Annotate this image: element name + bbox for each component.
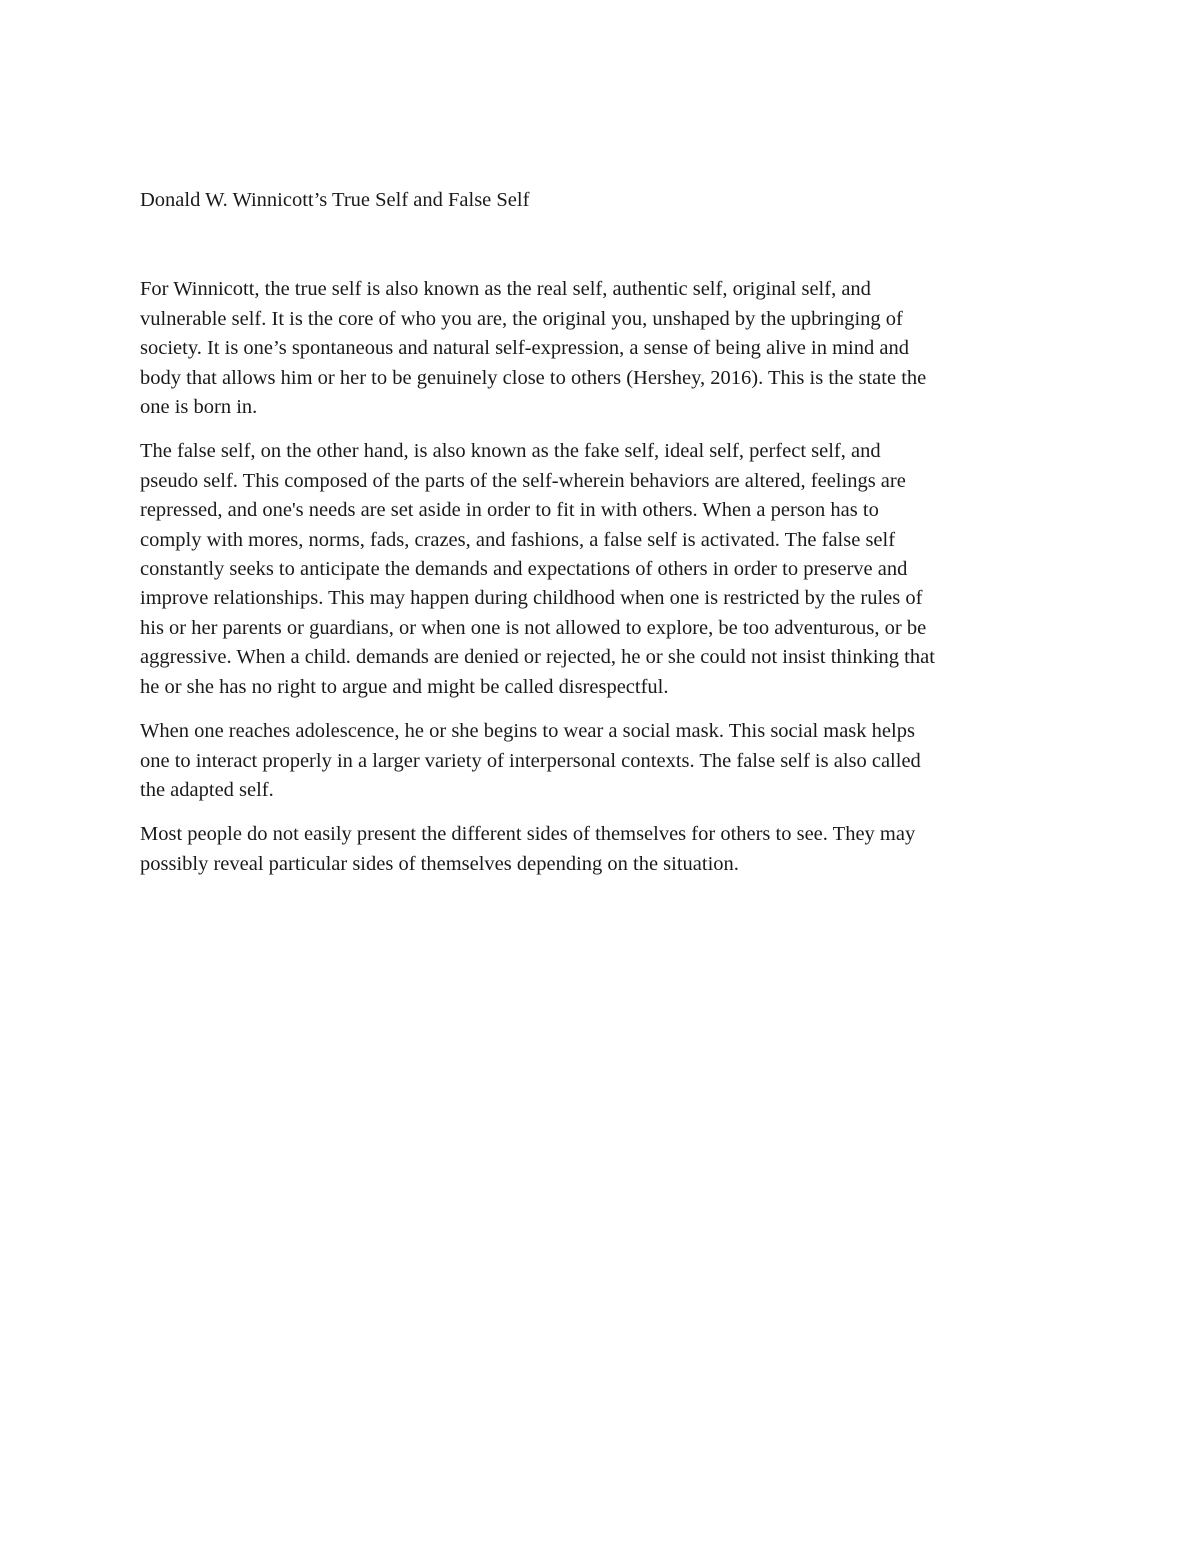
paragraph-adolescence xyxy=(140,717,1070,805)
paragraph-true-self xyxy=(140,275,1070,422)
paragraph-line: one to interact properly in a larger variety of interpersonal contexts. The false self is also called xyxy=(140,749,921,772)
paragraph-line: For Winnicott, the true self is also known as the real self, authentic self, original self, and xyxy=(140,278,871,301)
paragraph-line: possibly reveal particular sides of themselves depending on the situation. xyxy=(140,852,739,875)
paragraph-line: the adapted self. xyxy=(140,778,274,801)
paragraph-line: body that allows him or her to be genuinely close to others (Hershey, 2016). This is the state the xyxy=(140,366,927,389)
paragraph-line: pseudo self. This composed of the parts of the self-wherein behaviors are altered, feelings are xyxy=(140,469,906,492)
paragraph-line: The false self, on the other hand, is also known as the fake self, ideal self, perfect self, and xyxy=(140,440,881,463)
paragraph-line: When one reaches adolescence, he or she begins to wear a social mask. This social mask helps xyxy=(140,720,915,743)
paragraph-false-self xyxy=(140,437,1070,702)
paragraph-line: constantly seeks to anticipate the demands and expectations of others in order to preserve and xyxy=(140,558,908,581)
paragraph-line: aggressive. When a child. demands are denied or rejected, he or she could not insist thinking that xyxy=(140,646,935,669)
paragraph-line: repressed, and one's needs are set aside in order to fit in with others. When a person has to xyxy=(140,499,879,522)
paragraph-line: he or she has no right to argue and might be called disrespectful. xyxy=(140,675,669,698)
paragraph-line: Most people do not easily present the different sides of themselves for others to see. They may xyxy=(140,823,916,846)
paragraph-line: comply with mores, norms, fads, crazes, and fashions, a false self is activated. The false self xyxy=(140,528,896,551)
paragraph-line: improve relationships. This may happen during childhood when one is restricted by the rules of xyxy=(140,587,923,610)
paragraph-line: vulnerable self. It is the core of who you are, the original you, unshaped by the upbringing of xyxy=(140,307,903,330)
paragraph-line: his or her parents or guardians, or when one is not allowed to explore, be too adventurous, or be xyxy=(140,616,927,639)
document-body xyxy=(140,186,1070,894)
document-title: Donald W. Winnicott’s True Self and False Self xyxy=(140,189,530,211)
paragraph-line: one is born in. xyxy=(140,396,258,419)
paragraph-line: society. It is one’s spontaneous and natural self-expression, a sense of being alive in mind and xyxy=(140,337,909,360)
paragraph-conclusion xyxy=(140,820,1070,879)
